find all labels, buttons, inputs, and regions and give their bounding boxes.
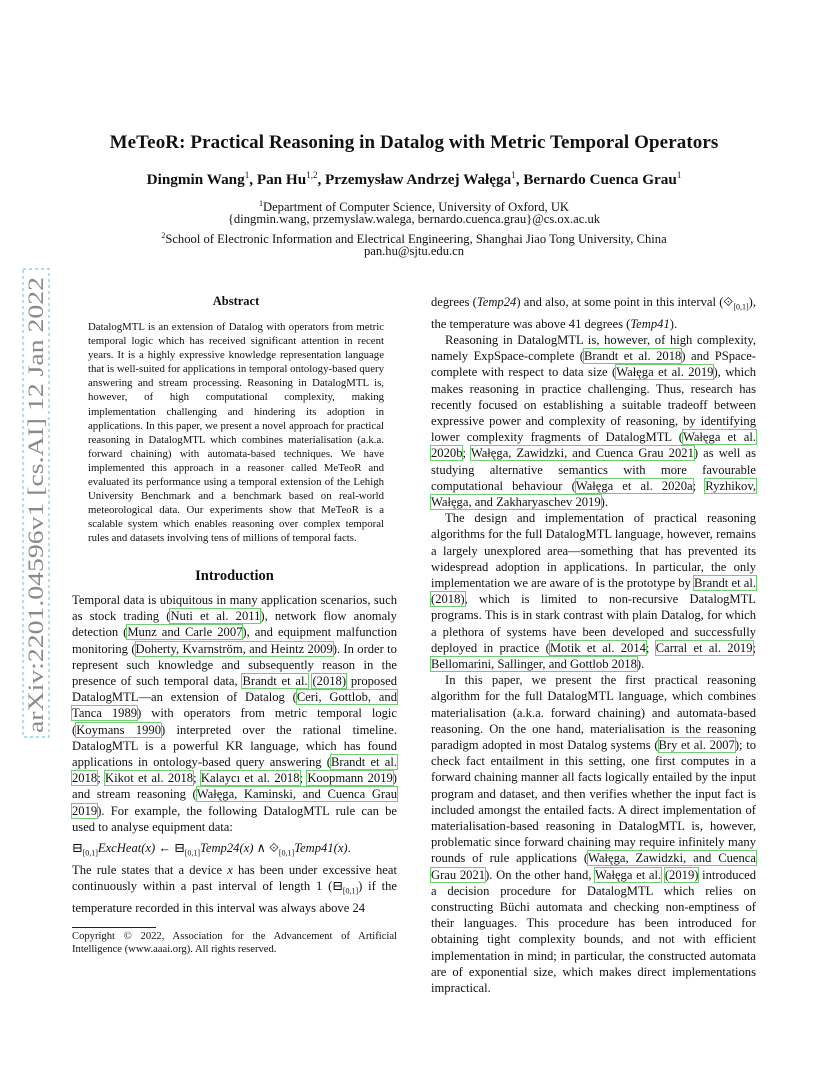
arxiv-stamp-text: arXiv:2201.04596v1 [cs.AI] 12 Jan 2022	[23, 371, 48, 733]
abstract-text: DatalogMTL is an extension of Datalog with operators from metric temporal logic which has received significant attention in recent years. It is a highly expressive knowledge representation language that is well-suited for applications in temporal ontology-based query answering and stream processing. Reasoning in DatalogMTL is, however, of high computational complexity, making implementation challenging and hindering its adoption in applications. In this paper, we present a novel approach for practical reasoning in DatalogMTL which combines materialisation (a.k.a. forward chaining) with automata-based techniques. We have implemented this approach in a reasoner called MeTeoR and evaluated its performance using a temporal extension of the Lehigh University Benchmark and a benchmark based on real-world meteorological data. Our experiments show that MeTeoR is a scalable system which enables reasoning over complex temporal rules and datasets involving tens of millions of temporal facts.	[88, 321, 384, 545]
citation-link[interactable]: Munz and Carle 2007	[127, 625, 243, 640]
citation-link[interactable]: (2018)	[312, 674, 347, 689]
author-affil-mark: 1	[244, 170, 250, 180]
right-column	[431, 294, 756, 996]
author-name: Pan Hu	[256, 171, 307, 189]
affiliation-email: pan.hu@sjtu.edu.cn	[363, 244, 465, 258]
author-affil-mark: 1	[676, 170, 682, 180]
citation-link[interactable]: Koopmann 2019	[307, 771, 393, 786]
citation-link[interactable]: Ceri, Gottlob, and Tanca 1989	[72, 690, 397, 721]
citation-link[interactable]: Wałęga, Zawidzki, and Cuenca Grau 2021	[431, 851, 756, 882]
abstract-heading: Abstract	[212, 294, 260, 308]
affiliation-text: School of Electronic Information and Electrical Engineering, Shanghai Jiao Tong University, China	[165, 232, 667, 247]
citation-link[interactable]: Kalaycı et al. 2018	[200, 771, 300, 786]
citation-link[interactable]: (2019)	[664, 867, 699, 882]
citation-link[interactable]: Brandt et al.	[694, 575, 756, 590]
author-name: Bernardo Cuenca Grau	[523, 171, 677, 189]
author-affil-mark: 1	[511, 170, 516, 180]
citation-link[interactable]: Brandt et al. 2018	[584, 349, 682, 364]
paragraph: The design and implementation of practical reasoning algorithms for the full DatalogMTL language, however, remains a largely unexplored area—something that has prevented its widespread adoption in applications. In particular, the only implementation we are aware of is the prototype by Brandt et al. (2018), which is limited to non-recursive DatalogMTL programs. This is in stark contrast with plain Datalog, for which a plethora of systems have been developed and successfully deployed in practice (Motik et al. 2014; Carral et al. 2019; Bellomarini, Sallinger, and Gottlob 2018).	[431, 511, 756, 671]
citation-link[interactable]: Nuti et al. 2011	[170, 609, 261, 624]
intro-paragraph-2: The rule states that a device x has been under excessive heat continuously within a past interval of length 1 $(⊟_{[0,1]})$ if the temperature recorded in this interval was always above 24	[72, 863, 397, 915]
citation-link[interactable]: Motik et al. 2014	[549, 640, 646, 655]
affiliation-emails: {dingmin.wang, przemyslaw.walega, bernardo.cuenca.grau}@cs.ox.ac.uk	[227, 212, 601, 226]
citation-link[interactable]: Bellomarini, Sallinger, and Gottlob 2018	[431, 656, 637, 671]
citation-link[interactable]: Brandt et al.	[242, 674, 308, 689]
citation-link[interactable]: Doherty, Kvarnström, and Heintz 2009	[135, 641, 333, 656]
citation-link[interactable]: Wałęga et al. 2020b	[431, 430, 756, 461]
citation-link[interactable]: Brandt et al. 2018	[72, 755, 397, 786]
citation-link[interactable]: Koymans 1990	[76, 722, 161, 737]
citation-link[interactable]: Wałęga, Kaminski, and Cuenca Grau 2019	[72, 787, 397, 818]
footnote-divider	[72, 927, 156, 928]
citation-link[interactable]: (2018)	[431, 592, 465, 607]
citation-link[interactable]: Wałęga, Zawidzki, and Cuenca Grau 2021	[470, 446, 694, 461]
citation-link[interactable]: Wałęga et al.	[594, 867, 662, 882]
author-name: Dingmin Wang	[146, 171, 245, 189]
citation-link[interactable]: Carral et al. 2019	[655, 640, 753, 655]
author-affil-mark: 1,2	[306, 170, 318, 180]
arxiv-stamp	[22, 268, 50, 738]
affiliation-text: Department of Computer Science, University of Oxford, UK	[262, 200, 570, 215]
author-list: Dingmin Wang$^1$, Pan Hu$^{1,2}$, Przemysław Andrzej Wałęga$^1$, Bernardo Cuenca Grau$^1$	[146, 170, 682, 189]
paragraph: Reasoning in DatalogMTL is, however, of high complexity, namely ExpSpace-complete (Brandt et al. 2018) and PSpace-complete with respect to data size (Wałęga et al. 2019), which makes reasoning in practice challenging. Thus, research has recently focused on establishing a suitable tradeoff between expressive power and complexity of reasoning, by identifying lower complexity fragments of DatalogMTL (Wałęga et al. 2020b; Wałęga, Zawidzki, and Cuenca Grau 2021) as well as studying alternative semantics with more favourable computational behaviour (Wałęga et al. 2020a; Ryzhikov, Wałęga, and Zakharyaschev 2019).	[431, 332, 756, 509]
citation-link[interactable]: Wałęga et al. 2019	[616, 365, 714, 380]
citation-link[interactable]: Kikot et al. 2018	[105, 771, 194, 786]
datalogmtl-rule-formula: $⊟_{[0,1]}ExcHeat(x)$ ← $⊟_{[0,1]}Temp24(x)$ ∧ $⟐_{[0,1]}Temp41(x)$.	[72, 841, 351, 858]
paragraph: degrees (Temp24) and also, at some point in this interval $(⟐_{[0,1]})$, the temperature was above 41 degrees (Temp41).	[431, 295, 756, 331]
intro-paragraph-1: Temporal data is ubiquitous in many application scenarios, such as stock trading (Nuti et al. 2011), network flow anomaly detection (Munz and Carle 2007), and equipment malfunction monitoring (Doherty, Kvarnström, and Heintz 2009). In order to represent such knowledge and subsequently reason in the presence of such temporal data, Brandt et al. (2018) proposed DatalogMTL—an extension of Datalog (Ceri, Gottlob, and Tanca 1989) with operators from metric temporal logic (Koymans 1990) interpreted over the rational timeline. DatalogMTL is a powerful KR language, which has found applications in ontology-based query answering (Brandt et al. 2018; Kikot et al. 2018; Kalaycı et al. 2018; Koopmann 2019) and stream reasoning (Wałęga, Kaminski, and Cuenca Grau 2019). For example, the following DatalogMTL rule can be used to analyse equipment data:	[72, 593, 398, 834]
citation-link[interactable]: Bry et al. 2007	[658, 738, 735, 752]
citation-link[interactable]: Wałęga et al. 2020a	[575, 478, 693, 493]
affil-mark: 1	[258, 199, 263, 208]
introduction-heading: Introduction	[195, 568, 274, 584]
citation-link[interactable]: Ryzhikov, Wałęga, and Zakharyaschev 2019	[431, 478, 756, 509]
paper-title: MeTeoR: Practical Reasoning in Datalog with Metric Temporal Operators	[109, 132, 719, 153]
author-name: Przemysław Andrzej Wałęga	[325, 171, 512, 189]
affil-mark: 2	[161, 231, 166, 240]
paragraph: In this paper, we present the first practical reasoning algorithm for the full DatalogMTL language, which combines materialisation (a.k.a. forward chaining) and automata-based reasoning. On the one hand, materialisation is the reasoning paradigm adopted in most Datalog systems (Bry et al. 2007); to check fact entailment in this setting, one first computes in a forward chaining manner all facts logically entailed by the input program and dataset, and then verifies whether the input fact is included amongst the entailed facts. A direct implementation of materialisation-based reasoning in DatalogMTL is, however, problematic since forward chaining may require infinitely many rounds of rule applications (Wałęga, Zawidzki, and Cuenca Grau 2021). On the other hand, Wałęga et al. (2019) introduced a decision procedure for DatalogMTL which relies on constructing Büchi automata and checking non-emptiness of their languages. This procedure has been introduced for obtaining tight complexity bounds, and not with efficient implementation in mind; in particular, the constructed automata are of exponential size, which makes direct implementations impractical.	[431, 673, 756, 996]
copyright-notice: Copyright © 2022, Association for the Advancement of Artificial Intelligence (www.aaai.org). All rights reserved.	[72, 931, 397, 956]
